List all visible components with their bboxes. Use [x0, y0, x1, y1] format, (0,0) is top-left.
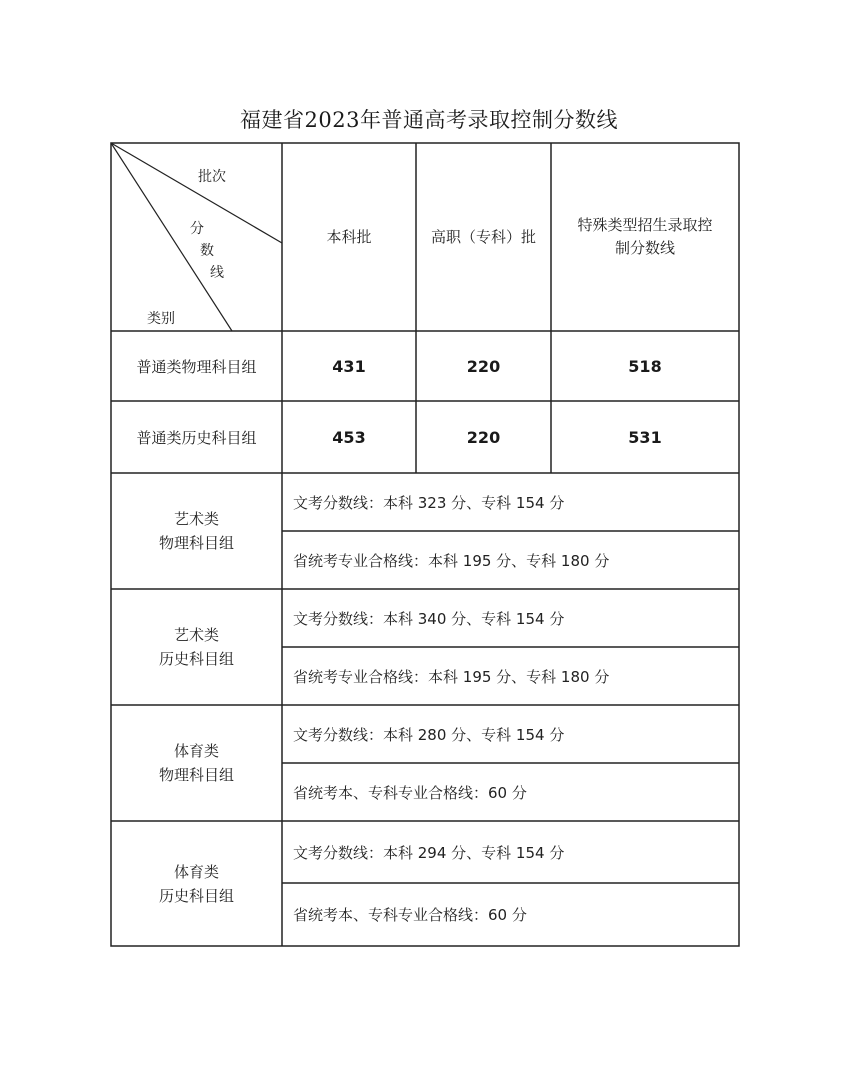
professional-score-line: 省统考本、专科专业合格线：60 分: [293, 906, 527, 924]
group-category-line1: 艺术类: [173, 626, 219, 644]
group-category-line1: 艺术类: [173, 510, 219, 528]
group-category: [111, 473, 282, 589]
culture-score-line: 文考分数线：本科 340 分、专科 154 分: [293, 609, 565, 628]
col-header-special-line2: 制分数线: [614, 239, 675, 257]
culture-score-line: 文考分数线：本科 323 分、专科 154 分: [293, 493, 565, 512]
professional-score-line: 省统考专业合格线：本科 195 分、专科 180 分: [293, 667, 610, 686]
col-header-special: [551, 143, 739, 331]
score-undergrad: 453: [332, 427, 366, 447]
col-header-special-line1: 特殊类型招生录取控: [577, 216, 713, 234]
col-header-vocational-label: 高职（专科）批: [430, 227, 536, 246]
group-category-line2: 物理科目组: [158, 766, 234, 784]
group-category-line2: 物理科目组: [158, 534, 234, 552]
group-category-line1: 体育类: [173, 742, 219, 760]
diag-label-batch: 批次: [198, 169, 226, 185]
group-category: [111, 589, 282, 705]
diag-label-score-3: 线: [210, 265, 224, 281]
col-header-vocational: [416, 143, 551, 331]
group-category: [111, 821, 282, 946]
group-category-line1: 体育类: [173, 862, 219, 881]
col-header-undergrad: [282, 143, 416, 331]
group-category-line2: 历史科目组: [158, 650, 234, 668]
page-title: 福建省2023年普通高考录取控制分数线: [240, 108, 618, 132]
professional-score-line: 省统考专业合格线：本科 195 分、专科 180 分: [293, 551, 610, 570]
professional-score-line: 省统考本、专科专业合格线：60 分: [293, 783, 527, 802]
col-header-undergrad-label: 本科批: [326, 227, 372, 246]
culture-score-line: 文考分数线：本科 280 分、专科 154 分: [293, 725, 565, 744]
score-vocational: 220: [466, 427, 501, 447]
score-undergrad: 431: [332, 356, 366, 376]
score-special: 531: [628, 427, 662, 447]
table-row-category: 普通类历史科目组: [136, 428, 257, 447]
culture-score-line: 文考分数线：本科 294 分、专科 154 分: [293, 843, 565, 862]
table-row-category: 普通类物理科目组: [136, 357, 257, 376]
diag-label-score-1: 分: [190, 221, 204, 237]
group-category: [111, 705, 282, 821]
group-category-line2: 历史科目组: [158, 886, 234, 905]
score-vocational: 220: [466, 356, 501, 376]
diag-label-category: 类别: [147, 311, 175, 327]
diag-label-score-2: 数: [200, 243, 214, 259]
score-special: 518: [628, 356, 662, 376]
